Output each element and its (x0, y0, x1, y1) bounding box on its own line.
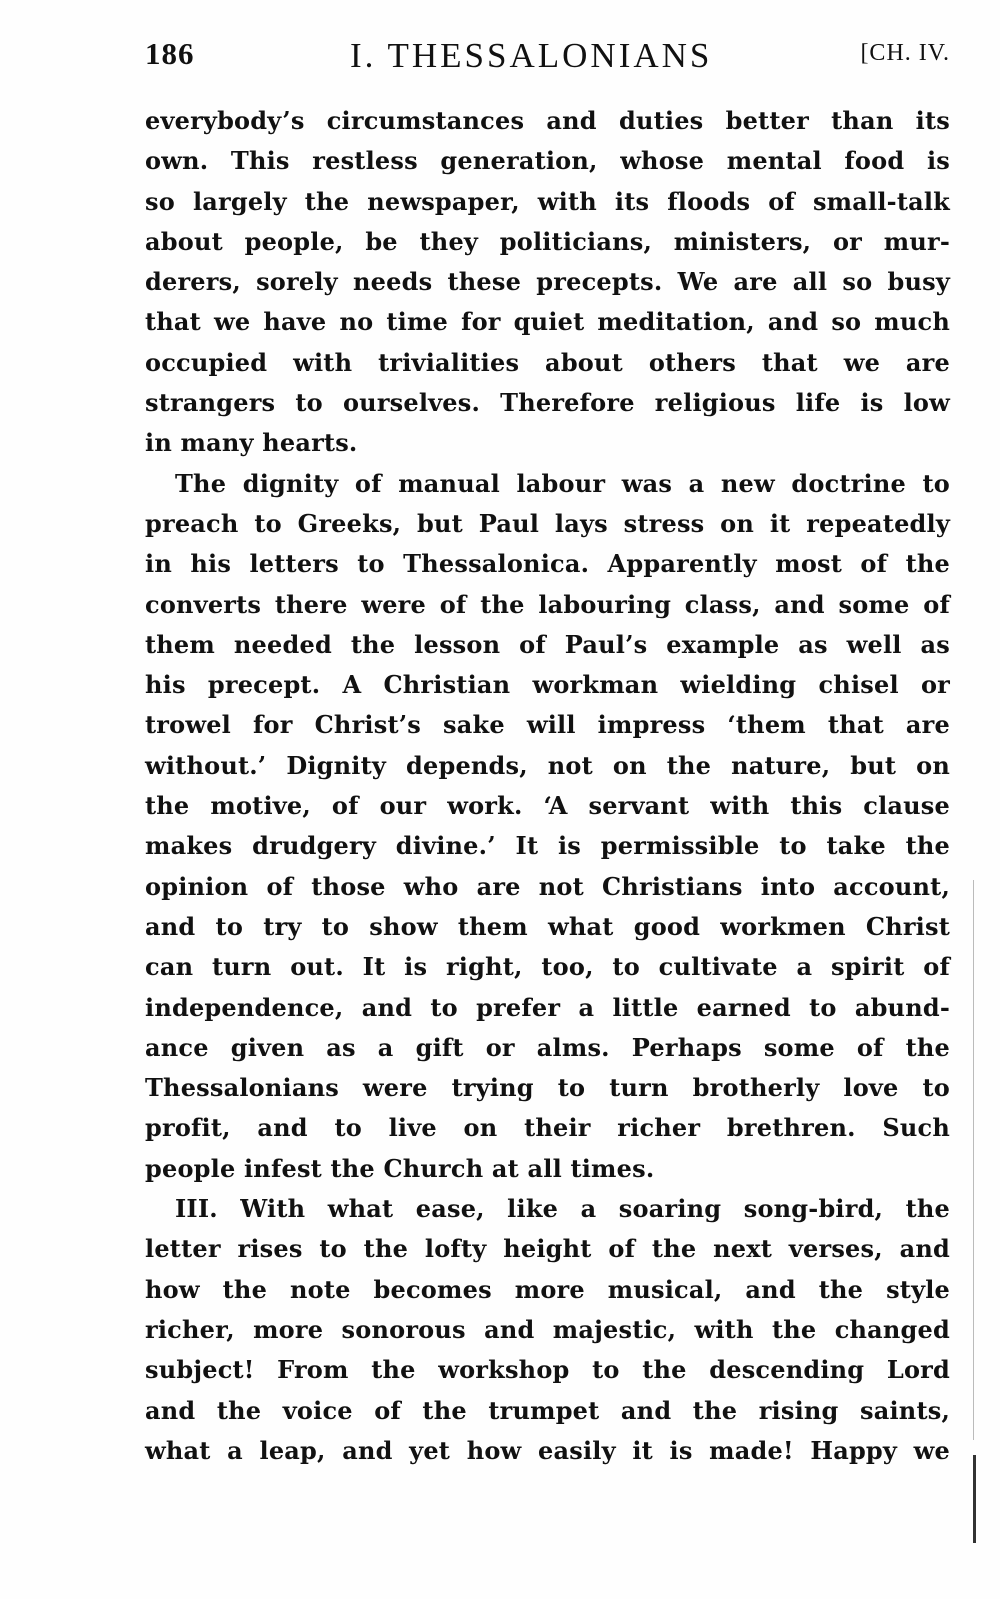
text-line: letter rises to the lofty height of the next verses, and (145, 1234, 950, 1264)
text-line: independence, and to prefer a little earned to abund- (145, 992, 950, 1022)
text-line: them needed the lesson of Paul’s example as well as (145, 629, 950, 659)
text-line: trowel for Christ’s sake will impress ‘them that are (145, 710, 950, 740)
text-line: III. With what ease, like a soaring song-bird, the (175, 1194, 950, 1224)
text-line: occupied with trivialities about others that we are (145, 347, 950, 377)
text-line: in his letters to Thessalonica. Apparently most of the (145, 549, 950, 579)
text-line: about people, be they politicians, ministers, or mur- (145, 226, 950, 256)
text-line: The dignity of manual labour was a new doctrine to (175, 468, 950, 498)
running-title: I. THESSALONIANS (350, 36, 713, 75)
text-line: without.’ Dignity depends, not on the nature, but on (145, 750, 950, 780)
text-line: people infest the Church at all times. (145, 1153, 655, 1183)
text-line: in many hearts. (145, 428, 358, 458)
text-line: everybody’s circumstances and duties better than its (145, 106, 950, 135)
text-line: and to try to show them what good workmen Christ (145, 911, 950, 941)
text-line: strangers to ourselves. Therefore religious life is low (145, 388, 950, 418)
text-line: can turn out. It is right, too, to cultivate a spirit of (145, 952, 950, 982)
scan-edge-shadow (973, 880, 974, 1440)
text-line: richer, more sonorous and majestic, with the changed (145, 1314, 950, 1344)
text-line: Thessalonians were trying to turn brotherly love to (145, 1073, 950, 1103)
text-line: that we have no time for quiet meditation, and so much (145, 307, 950, 337)
page-number: 186 (145, 36, 195, 71)
text-line: and the voice of the trumpet and the rising saints, (145, 1395, 950, 1425)
chapter-reference: [CH. IV. (860, 40, 950, 66)
text-line: the motive, of our work. ‘A servant with this clause (145, 791, 950, 821)
text-line: derers, sorely needs these precepts. We are all so busy (145, 267, 950, 297)
text-line: so largely the newspaper, with its floods of small-talk (145, 186, 950, 216)
text-line: how the note becomes more musical, and the style (145, 1274, 950, 1304)
text-line: subject! From the workshop to the descending Lord (145, 1355, 950, 1385)
body-text (145, 101, 950, 1471)
text-line: converts there were of the labouring class, and some of (145, 589, 950, 619)
text-line: own. This restless generation, whose mental food is (145, 146, 950, 176)
text-line: what a leap, and yet how easily it is made! Happy we (145, 1435, 950, 1465)
binding-edge-line (973, 1455, 976, 1543)
text-line: his precept. A Christian workman wielding chisel or (145, 670, 950, 700)
paragraph-3 (145, 1189, 950, 1471)
text-line: opinion of those who are not Christians into account, (145, 871, 950, 901)
text-line: profit, and to live on their richer brethren. Such (145, 1113, 950, 1143)
text-line: makes drudgery divine.’ It is permissible to take the (145, 831, 950, 861)
paragraph-2 (145, 464, 950, 1189)
page-header (145, 36, 950, 86)
text-line: preach to Greeks, but Paul lays stress on it repeatedly (145, 508, 950, 538)
text-line: ance given as a gift or alms. Perhaps some of the (145, 1032, 950, 1062)
paragraph-1 (145, 101, 950, 464)
